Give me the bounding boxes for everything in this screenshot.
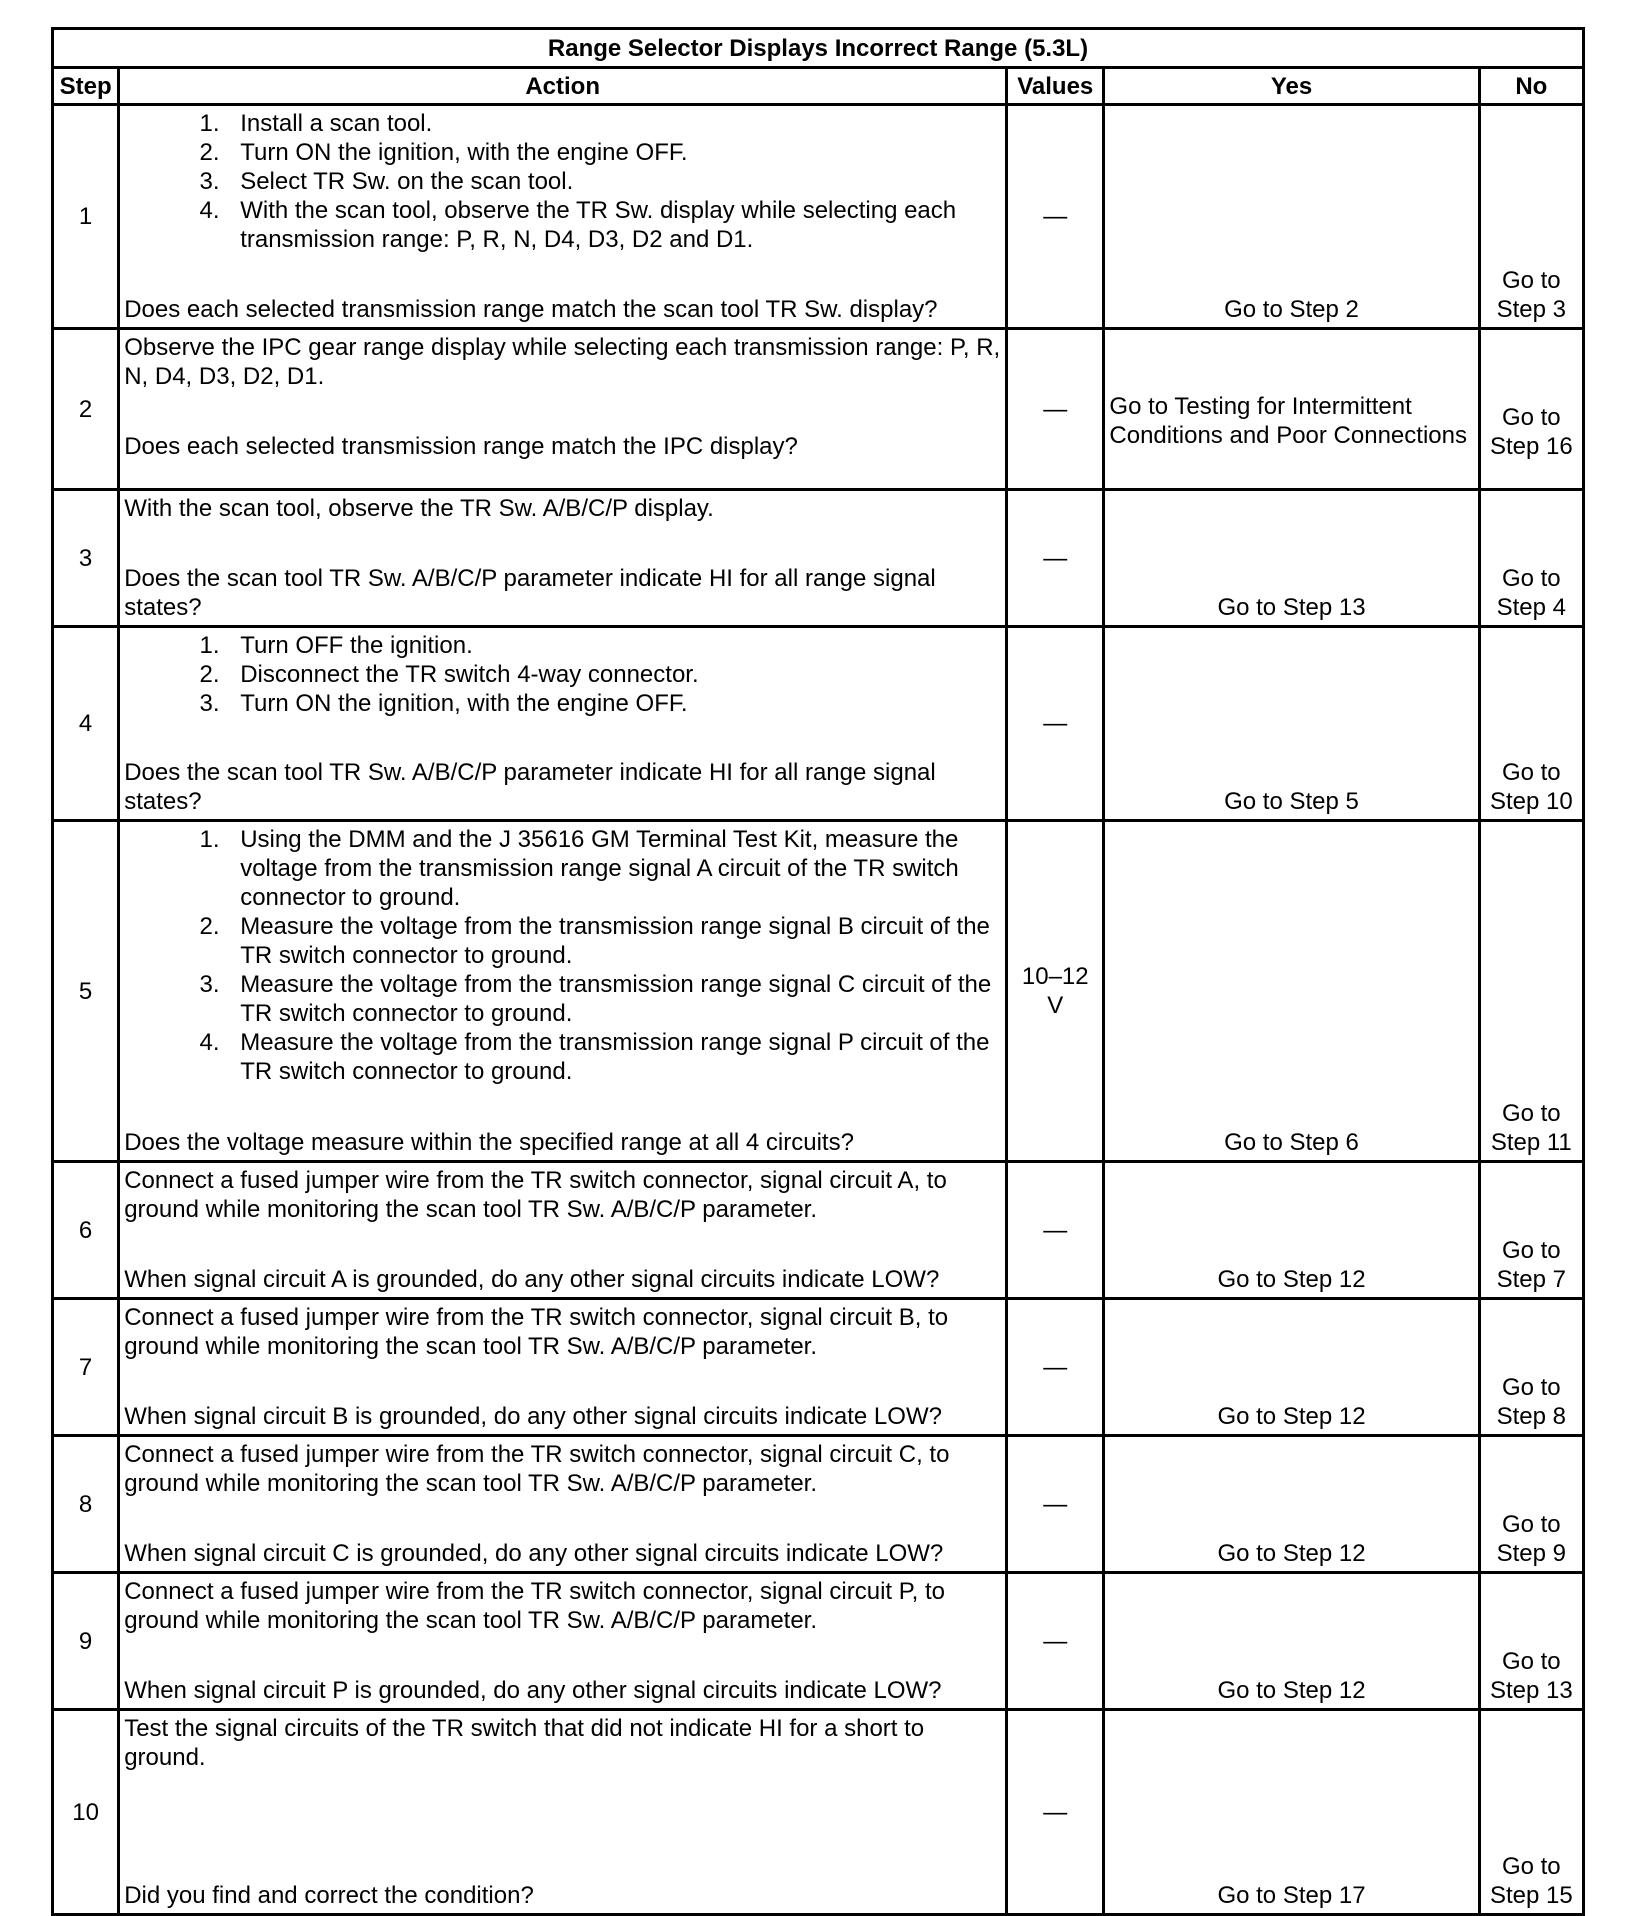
no-result: Go to Step 7: [1496, 1237, 1566, 1293]
action-steps-list: [124, 631, 1001, 718]
header-values: Values: [1007, 68, 1104, 105]
action-step-item: 1. Turn OFF the ignition.: [226, 631, 1001, 660]
yes-result: Go to Step 13: [1217, 594, 1366, 621]
action-step-item: 2. Disconnect the TR switch 4-way connector.: [226, 660, 1001, 689]
action-question: When signal circuit C is grounded, do any other signal circuits indicate LOW?: [124, 1540, 944, 1567]
yes-cell: [1104, 105, 1479, 329]
table-row: [53, 1710, 1584, 1915]
action-instruction: Observe the IPC gear range display while selecting each transmission range: P, R, N, D4, D3, D2, D1.: [124, 334, 1001, 390]
action-step-item: 3. Turn ON the ignition, with the engine OFF.: [226, 689, 1001, 718]
yes-cell: [1104, 329, 1479, 490]
no-cell: [1479, 329, 1583, 490]
table-row: [53, 490, 1584, 627]
no-cell: [1479, 490, 1583, 627]
step-number: 5: [53, 821, 119, 1162]
diagnostic-table: [51, 27, 1585, 1916]
no-result: Go to Step 11: [1490, 1100, 1572, 1156]
action-question: Does each selected transmission range match the scan tool TR Sw. display?: [124, 296, 938, 323]
value-cell: —: [1007, 1710, 1104, 1915]
no-cell: [1479, 1162, 1583, 1299]
yes-cell: [1104, 1573, 1479, 1710]
header-step: Step: [53, 68, 119, 105]
step-number: 2: [53, 329, 119, 490]
action-cell: [119, 1162, 1007, 1299]
no-result: Go to Step 13: [1489, 1648, 1573, 1704]
action-cell: [119, 1436, 1007, 1573]
action-step-item: 4. With the scan tool, observe the TR Sw. display while selecting each transmission range: P, R, N, D4, D3, D2 and D1.: [226, 196, 1001, 254]
table-row: [53, 1573, 1584, 1710]
step-number: 10: [53, 1710, 119, 1915]
action-cell: [119, 1710, 1007, 1915]
step-number: 8: [53, 1436, 119, 1573]
yes-cell: [1104, 821, 1479, 1162]
no-result: Go to Step 3: [1496, 267, 1566, 323]
yes-cell: [1104, 627, 1479, 821]
yes-result: Go to Step 12: [1217, 1403, 1366, 1430]
action-step-item: 1. Using the DMM and the J 35616 GM Terminal Test Kit, measure the voltage from the transmission range signal A circuit of the TR switch connector to ground.: [226, 825, 1001, 912]
value-cell: —: [1007, 1162, 1104, 1299]
action-question: Did you find and correct the condition?: [124, 1882, 534, 1909]
action-cell: [119, 329, 1007, 490]
no-result: Go to Step 10: [1489, 759, 1573, 815]
action-steps-list: [124, 109, 1001, 254]
action-cell: [119, 490, 1007, 627]
value-cell: —: [1007, 329, 1104, 490]
no-cell: [1479, 627, 1583, 821]
table-row: [53, 105, 1584, 329]
table-row: [53, 1162, 1584, 1299]
value-cell: —: [1007, 1299, 1104, 1436]
step-number: 7: [53, 1299, 119, 1436]
no-cell: [1479, 1299, 1583, 1436]
value-cell: —: [1007, 105, 1104, 329]
action-question: Does the scan tool TR Sw. A/B/C/P parameter indicate HI for all range signal states?: [124, 565, 936, 621]
action-step-item: 1. Install a scan tool.: [226, 109, 1001, 138]
table-title: Range Selector Displays Incorrect Range (5.3L): [53, 29, 1584, 68]
yes-result: Go to Step 12: [1217, 1266, 1366, 1293]
yes-cell: [1104, 1436, 1479, 1573]
yes-cell: [1104, 1162, 1479, 1299]
action-question: When signal circuit P is grounded, do any other signal circuits indicate LOW?: [124, 1677, 942, 1704]
yes-cell: [1104, 1299, 1479, 1436]
value-cell: —: [1007, 1436, 1104, 1573]
action-steps-list: [124, 825, 1001, 1086]
action-cell: [119, 105, 1007, 329]
table-row: [53, 627, 1584, 821]
value-cell: —: [1007, 490, 1104, 627]
action-question: Does each selected transmission range match the IPC display?: [124, 433, 798, 460]
no-result: Go to Step 4: [1496, 565, 1566, 621]
header-yes: Yes: [1104, 68, 1479, 105]
action-step-item: 2. Turn ON the ignition, with the engine OFF.: [226, 138, 1001, 167]
header-no: No: [1479, 68, 1583, 105]
no-result: Go to Step 9: [1496, 1511, 1566, 1567]
action-instruction: Test the signal circuits of the TR switch that did not indicate HI for a short to ground.: [124, 1715, 925, 1771]
yes-result: Go to Step 2: [1224, 296, 1359, 323]
yes-result: Go to Step 12: [1217, 1677, 1366, 1704]
action-step-item: 4. Measure the voltage from the transmission range signal P circuit of the TR switch connector to ground.: [226, 1028, 1001, 1086]
step-number: 9: [53, 1573, 119, 1710]
value-cell: 10–12 V: [1007, 821, 1104, 1162]
no-cell: [1479, 821, 1583, 1162]
action-cell: [119, 1573, 1007, 1710]
action-instruction: With the scan tool, observe the TR Sw. A/B/C/P display.: [124, 495, 714, 522]
yes-result: Go to Step 6: [1224, 1129, 1359, 1156]
header-row: [53, 68, 1584, 105]
action-step-item: 2. Measure the voltage from the transmission range signal B circuit of the TR switch connector to ground.: [226, 912, 1001, 970]
action-cell: [119, 1299, 1007, 1436]
step-number: 1: [53, 105, 119, 329]
no-result: Go to Step 8: [1496, 1374, 1566, 1430]
step-number: 4: [53, 627, 119, 821]
no-cell: [1479, 1573, 1583, 1710]
yes-result: Go to Testing for Intermittent Conditions and Poor Connections: [1109, 393, 1467, 449]
no-result: Go to Step 15: [1489, 1853, 1573, 1909]
yes-result: Go to Step 17: [1217, 1882, 1366, 1909]
action-question: Does the scan tool TR Sw. A/B/C/P parameter indicate HI for all range signal states?: [124, 759, 936, 815]
table-row: [53, 329, 1584, 490]
value-cell: —: [1007, 1573, 1104, 1710]
action-question: When signal circuit A is grounded, do any other signal circuits indicate LOW?: [124, 1266, 940, 1293]
table-row: [53, 1299, 1584, 1436]
yes-result: Go to Step 5: [1224, 788, 1359, 815]
value-cell: —: [1007, 627, 1104, 821]
action-instruction: Connect a fused jumper wire from the TR switch connector, signal circuit P, to ground while monitoring the scan tool TR Sw. A/B/C/P parameter.: [124, 1578, 946, 1634]
yes-result: Go to Step 12: [1217, 1540, 1366, 1567]
no-cell: [1479, 105, 1583, 329]
table-row: [53, 1436, 1584, 1573]
action-question: Does the voltage measure within the specified range at all 4 circuits?: [124, 1129, 854, 1156]
step-number: 6: [53, 1162, 119, 1299]
no-result: Go to Step 16: [1489, 404, 1573, 460]
step-number: 3: [53, 490, 119, 627]
action-cell: [119, 627, 1007, 821]
no-cell: [1479, 1436, 1583, 1573]
action-step-item: 3. Select TR Sw. on the scan tool.: [226, 167, 1001, 196]
action-instruction: Connect a fused jumper wire from the TR switch connector, signal circuit A, to ground while monitoring the scan tool TR Sw. A/B/C/P parameter.: [124, 1167, 947, 1223]
no-cell: [1479, 1710, 1583, 1915]
table-row: [53, 821, 1584, 1162]
header-action: Action: [119, 68, 1007, 105]
action-step-item: 3. Measure the voltage from the transmission range signal C circuit of the TR switch connector to ground.: [226, 970, 1001, 1028]
action-instruction: Connect a fused jumper wire from the TR switch connector, signal circuit B, to ground while monitoring the scan tool TR Sw. A/B/C/P parameter.: [124, 1304, 949, 1360]
action-instruction: Connect a fused jumper wire from the TR switch connector, signal circuit C, to ground while monitoring the scan tool TR Sw. A/B/C/P parameter.: [124, 1441, 950, 1497]
action-question: When signal circuit B is grounded, do any other signal circuits indicate LOW?: [124, 1403, 942, 1430]
yes-cell: [1104, 490, 1479, 627]
action-cell: [119, 821, 1007, 1162]
yes-cell: [1104, 1710, 1479, 1915]
